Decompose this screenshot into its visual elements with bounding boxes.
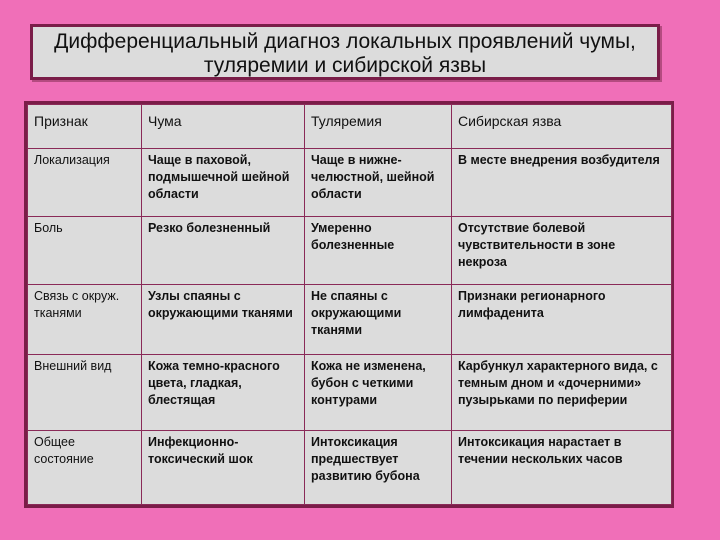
table-cell: Узлы спаяны с окружающими тканями — [142, 285, 305, 355]
table-cell: Чаще в нижне-челюстной, шейной области — [305, 149, 452, 217]
table-cell: Чаще в паховой, подмышечной шейной области — [142, 149, 305, 217]
table-cell: Признаки регионарного лимфаденита — [452, 285, 672, 355]
table-cell: Кожа не изменена, бубон с четкими контурами — [305, 355, 452, 431]
table-cell: Интоксикация предшествует развитию бубона — [305, 431, 452, 505]
table-cell: Инфекционно-токсический шок — [142, 431, 305, 505]
table-cell: Внешний вид — [28, 355, 142, 431]
table-cell: Интоксикация нарастает в течении нескольких часов — [452, 431, 672, 505]
table-row — [28, 217, 672, 285]
table-cell: Умеренно болезненные — [305, 217, 452, 285]
diagnosis-table — [27, 104, 672, 505]
table-row — [28, 431, 672, 505]
header-cell: Туляремия — [305, 105, 452, 149]
table-header-row — [28, 105, 672, 149]
table-cell: Кожа темно-красного цвета, гладкая, блестящая — [142, 355, 305, 431]
header-cell: Сибирская язва — [452, 105, 672, 149]
table-cell: Общее состояние — [28, 431, 142, 505]
diagnosis-table-container — [24, 101, 674, 508]
table-cell: В месте внедрения возбудителя — [452, 149, 672, 217]
slide-title — [30, 24, 660, 80]
header-cell: Признак — [28, 105, 142, 149]
table-cell: Боль — [28, 217, 142, 285]
table-cell: Локализация — [28, 149, 142, 217]
table-row — [28, 149, 672, 217]
table-cell: Связь с окруж. тканями — [28, 285, 142, 355]
table-row — [28, 285, 672, 355]
slide-title-text: Дифференциальный диагноз локальных проявлений чумы, туляремии и сибирской язвы — [54, 30, 636, 77]
table-cell: Не спаяны с окружающими тканями — [305, 285, 452, 355]
table-cell: Отсутствие болевой чувствительности в зоне некроза — [452, 217, 672, 285]
table-cell: Резко болезненный — [142, 217, 305, 285]
table-cell: Карбункул характерного вида, с темным дном и «дочерними» пузырьками по периферии — [452, 355, 672, 431]
header-cell: Чума — [142, 105, 305, 149]
table-row — [28, 355, 672, 431]
